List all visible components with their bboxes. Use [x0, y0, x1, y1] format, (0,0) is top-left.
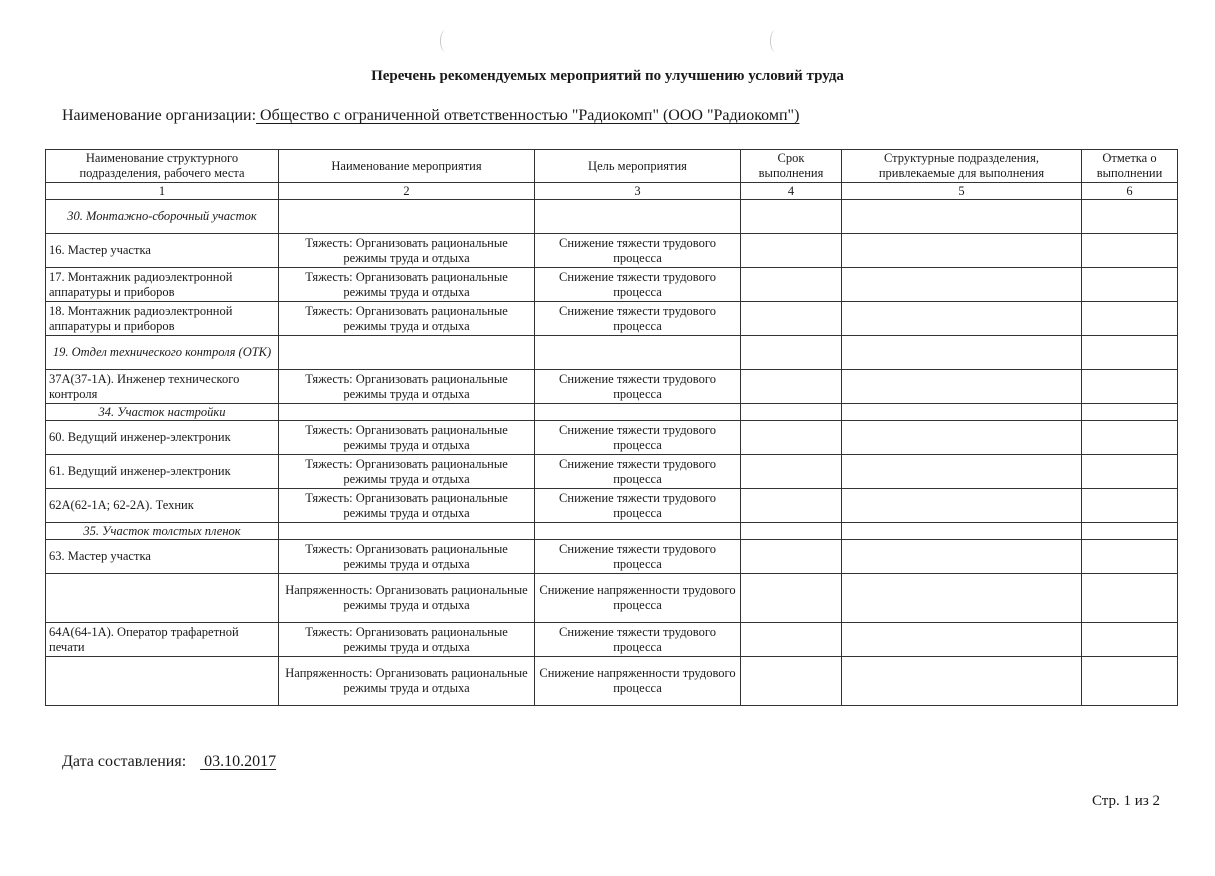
page-number: Стр. 1 из 2: [1092, 793, 1160, 809]
deadline-cell: [741, 574, 842, 623]
table-row: [46, 302, 1178, 336]
workplace-cell: 37А(37-1А). Инженер технического контроля: [46, 370, 279, 404]
col-header-workplace: Наименование структурного подразделения, рабочего места: [46, 150, 279, 183]
mark-cell: [1082, 421, 1178, 455]
goal-cell: Снижение тяжести трудового процесса: [535, 623, 741, 657]
date-label: Дата составления:: [62, 753, 187, 770]
workplace-cell: 60. Ведущий инженер-электроник: [46, 421, 279, 455]
goal-cell: Снижение тяжести трудового процесса: [535, 302, 741, 336]
departments-cell: [842, 336, 1082, 370]
deadline-cell: [741, 421, 842, 455]
column-number: 5: [842, 183, 1082, 200]
departments-cell: [842, 540, 1082, 574]
table-row: [46, 268, 1178, 302]
goal-cell: Снижение напряженности трудового процесса: [535, 574, 741, 623]
workplace-cell: 18. Монтажник радиоэлектронной аппаратуры и приборов: [46, 302, 279, 336]
measure-cell: Тяжесть: Организовать рациональные режимы труда и отдыха: [279, 421, 535, 455]
deadline-cell: [741, 404, 842, 421]
mark-cell: [1082, 200, 1178, 234]
mark-cell: [1082, 268, 1178, 302]
table-row: [46, 657, 1178, 706]
goal-cell: Снижение тяжести трудового процесса: [535, 421, 741, 455]
workplace-cell: 64А(64-1А). Оператор трафаретной печати: [46, 623, 279, 657]
mark-cell: [1082, 540, 1178, 574]
table-row: [46, 540, 1178, 574]
measure-cell: Тяжесть: Организовать рациональные режимы труда и отдыха: [279, 489, 535, 523]
document-title: Перечень рекомендуемых мероприятий по улучшению условий труда: [371, 68, 844, 84]
deadline-cell: [741, 234, 842, 268]
column-number: 3: [535, 183, 741, 200]
deadline-cell: [741, 268, 842, 302]
organization-line: [62, 107, 799, 125]
departments-cell: [842, 302, 1082, 336]
measure-cell: Тяжесть: Организовать рациональные режимы труда и отдыха: [279, 234, 535, 268]
col-header-departments: Структурные подразделения, привлекаемые для выполнения: [842, 150, 1082, 183]
measure-cell: [279, 336, 535, 370]
section-name: 19. Отдел технического контроля (ОТК): [46, 336, 279, 370]
measure-cell: [279, 523, 535, 540]
table-header-row: [46, 150, 1178, 183]
measure-cell: Напряженность: Организовать рациональные режимы труда и отдыха: [279, 574, 535, 623]
goal-cell: Снижение напряженности трудового процесса: [535, 657, 741, 706]
goal-cell: [535, 404, 741, 421]
departments-cell: [842, 623, 1082, 657]
table-row: [46, 370, 1178, 404]
deadline-cell: [741, 489, 842, 523]
mark-cell: [1082, 302, 1178, 336]
departments-cell: [842, 370, 1082, 404]
mark-cell: [1082, 234, 1178, 268]
measure-cell: [279, 404, 535, 421]
measure-cell: Тяжесть: Организовать рациональные режимы труда и отдыха: [279, 370, 535, 404]
column-number: 2: [279, 183, 535, 200]
mark-cell: [1082, 623, 1178, 657]
section-name: 30. Монтажно-сборочный участок: [46, 200, 279, 234]
workplace-cell: 63. Мастер участка: [46, 540, 279, 574]
table-row: [46, 574, 1178, 623]
measure-cell: Напряженность: Организовать рациональные режимы труда и отдыха: [279, 657, 535, 706]
goal-cell: Снижение тяжести трудового процесса: [535, 268, 741, 302]
organization-label: Наименование организации:: [62, 107, 257, 124]
departments-cell: [842, 404, 1082, 421]
section-row: [46, 404, 1178, 421]
goal-cell: [535, 523, 741, 540]
mark-cell: [1082, 523, 1178, 540]
section-name: 34. Участок настройки: [46, 404, 279, 421]
workplace-cell: 61. Ведущий инженер-электроник: [46, 455, 279, 489]
date-value: 03.10.2017: [200, 753, 277, 770]
section-row: [46, 523, 1178, 540]
section-row: [46, 200, 1178, 234]
table-row: [46, 455, 1178, 489]
workplace-cell: 17. Монтажник радиоэлектронной аппаратуры и приборов: [46, 268, 279, 302]
departments-cell: [842, 489, 1082, 523]
col-header-goal: Цель мероприятия: [535, 150, 741, 183]
goal-cell: Снижение тяжести трудового процесса: [535, 234, 741, 268]
deadline-cell: [741, 523, 842, 540]
mark-cell: [1082, 404, 1178, 421]
column-number-row: [46, 183, 1178, 200]
table-row: [46, 234, 1178, 268]
column-number: 1: [46, 183, 279, 200]
workplace-cell: [46, 574, 279, 623]
goal-cell: [535, 200, 741, 234]
goal-cell: Снижение тяжести трудового процесса: [535, 489, 741, 523]
punch-hole-mark: [440, 30, 451, 52]
goal-cell: [535, 336, 741, 370]
col-header-mark: Отметка о выполнении: [1082, 150, 1178, 183]
col-header-deadline: Срок выполнения: [741, 150, 842, 183]
mark-cell: [1082, 455, 1178, 489]
deadline-cell: [741, 657, 842, 706]
section-row: [46, 336, 1178, 370]
deadline-cell: [741, 302, 842, 336]
measure-cell: [279, 200, 535, 234]
departments-cell: [842, 523, 1082, 540]
date-line: [62, 753, 276, 771]
departments-cell: [842, 574, 1082, 623]
deadline-cell: [741, 370, 842, 404]
table-row: [46, 623, 1178, 657]
deadline-cell: [741, 336, 842, 370]
measure-cell: Тяжесть: Организовать рациональные режимы труда и отдыха: [279, 540, 535, 574]
departments-cell: [842, 200, 1082, 234]
deadline-cell: [741, 455, 842, 489]
departments-cell: [842, 268, 1082, 302]
table-row: [46, 489, 1178, 523]
measure-cell: Тяжесть: Организовать рациональные режимы труда и отдыха: [279, 268, 535, 302]
departments-cell: [842, 421, 1082, 455]
workplace-cell: 16. Мастер участка: [46, 234, 279, 268]
workplace-cell: [46, 657, 279, 706]
col-header-measure: Наименование мероприятия: [279, 150, 535, 183]
mark-cell: [1082, 657, 1178, 706]
mark-cell: [1082, 574, 1178, 623]
departments-cell: [842, 455, 1082, 489]
column-number: 6: [1082, 183, 1178, 200]
table-row: [46, 421, 1178, 455]
deadline-cell: [741, 540, 842, 574]
departments-cell: [842, 234, 1082, 268]
measures-table: [45, 149, 1178, 706]
goal-cell: Снижение тяжести трудового процесса: [535, 370, 741, 404]
workplace-cell: 62А(62-1А; 62-2А). Техник: [46, 489, 279, 523]
goal-cell: Снижение тяжести трудового процесса: [535, 540, 741, 574]
measure-cell: Тяжесть: Организовать рациональные режимы труда и отдыха: [279, 302, 535, 336]
mark-cell: [1082, 370, 1178, 404]
column-number: 4: [741, 183, 842, 200]
departments-cell: [842, 657, 1082, 706]
section-name: 35. Участок толстых пленок: [46, 523, 279, 540]
goal-cell: Снижение тяжести трудового процесса: [535, 455, 741, 489]
organization-value: Общество с ограниченной ответственностью "Радиокомп" (ООО "Радиокомп"): [256, 107, 800, 124]
measure-cell: Тяжесть: Организовать рациональные режимы труда и отдыха: [279, 455, 535, 489]
mark-cell: [1082, 489, 1178, 523]
deadline-cell: [741, 200, 842, 234]
deadline-cell: [741, 623, 842, 657]
punch-hole-mark: [770, 30, 781, 52]
mark-cell: [1082, 336, 1178, 370]
measure-cell: Тяжесть: Организовать рациональные режимы труда и отдыха: [279, 623, 535, 657]
